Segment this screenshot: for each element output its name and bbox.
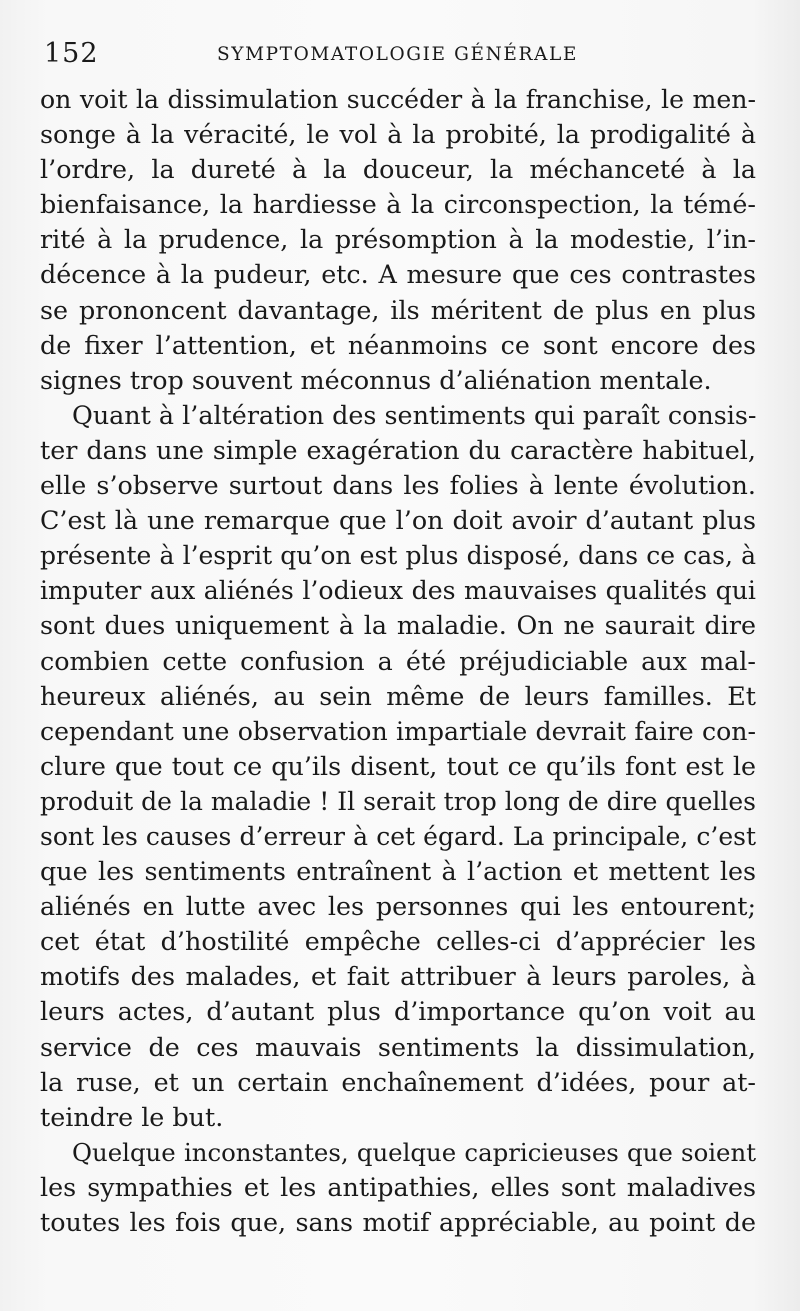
text-line: leurs actes, d’autant plus d’importance qu’on voit au bbox=[40, 996, 756, 1027]
text-line: l’ordre, la dureté à la douceur, la méchanceté à la bbox=[40, 154, 756, 185]
text-line: Quant à l’altération des sentiments qui paraît consis- bbox=[72, 399, 757, 430]
page-number: 152 bbox=[44, 38, 99, 69]
running-title: SYMPTOMATOLOGIE GÉNÉRALE bbox=[217, 44, 578, 65]
text-line: la ruse, et un certain enchaînement d’idées, pour at- bbox=[40, 1066, 756, 1097]
text-line: présente à l’esprit qu’on est plus disposé, dans ce cas, à bbox=[40, 541, 756, 571]
text-line: songe à la véracité, le vol à la probité, la prodigalité à bbox=[40, 119, 756, 150]
text-line: teindre le but. bbox=[40, 1101, 224, 1132]
text-line: combien cette confusion a été préjudiciable aux mal- bbox=[40, 645, 756, 676]
text-line: sont les causes d’erreur à cet égard. La principale, c’est bbox=[40, 821, 756, 851]
paragraph bbox=[40, 82, 756, 398]
text-line: aliénés en lutte avec les personnes qui les entourent; bbox=[40, 891, 756, 922]
text-line: elle s’observe surtout dans les folies à lente évolution. bbox=[40, 470, 756, 501]
running-head bbox=[44, 38, 756, 72]
text-line: cet état d’hostilité empêche celles-ci d’apprécier les bbox=[40, 926, 756, 957]
text-line: ter dans une simple exagération du caractère habituel, bbox=[40, 434, 756, 465]
text-line: clure que tout ce qu’ils disent, tout ce qu’ils font est le bbox=[40, 750, 756, 781]
text-line: sont dues uniquement à la maladie. On ne saurait dire bbox=[40, 610, 756, 641]
text-line: on voit la dissimulation succéder à la franchise, le men- bbox=[40, 85, 756, 114]
text-line: service de ces mauvais sentiments la dissimulation, bbox=[40, 1031, 756, 1062]
text-line: décence à la pudeur, etc. A mesure que ces contrastes bbox=[40, 259, 756, 290]
text-line: produit de la maladie ! Il serait trop long de dire quelles bbox=[40, 786, 756, 816]
text-line: rité à la prudence, la présomption à la modestie, l’in- bbox=[40, 224, 756, 255]
text-line: de fixer l’attention, et néanmoins ce sont encore des bbox=[40, 329, 756, 360]
text-line: que les sentiments entraînent à l’action et mettent les bbox=[40, 856, 756, 887]
text-line: cependant une observation impartiale devrait faire con- bbox=[40, 716, 756, 746]
paragraph bbox=[40, 398, 756, 1135]
text-line: signes trop souvent méconnus d’aliénation mentale. bbox=[40, 364, 712, 395]
text-line: se prononcent davantage, ils méritent de plus en plus bbox=[40, 294, 756, 325]
text-line: heureux aliénés, au sein même de leurs familles. Et bbox=[40, 680, 756, 711]
text-line: imputer aux aliénés l’odieux des mauvaises qualités qui bbox=[40, 576, 756, 606]
paragraph bbox=[40, 1135, 756, 1240]
body-text bbox=[40, 82, 756, 1240]
text-line: toutes les fois que, sans motif appréciable, au point de bbox=[40, 1207, 756, 1237]
text-line: bienfaisance, la hardiesse à la circonspection, la témé- bbox=[40, 189, 756, 220]
text-line: les sympathies et les antipathies, elles sont maladives bbox=[40, 1171, 756, 1202]
text-line: motifs des malades, et fait attribuer à leurs paroles, à bbox=[40, 961, 756, 992]
text-line: C’est là une remarque que l’on doit avoir d’autant plus bbox=[40, 505, 756, 536]
text-line: Quelque inconstantes, quelque capricieuses que soient bbox=[72, 1137, 756, 1167]
